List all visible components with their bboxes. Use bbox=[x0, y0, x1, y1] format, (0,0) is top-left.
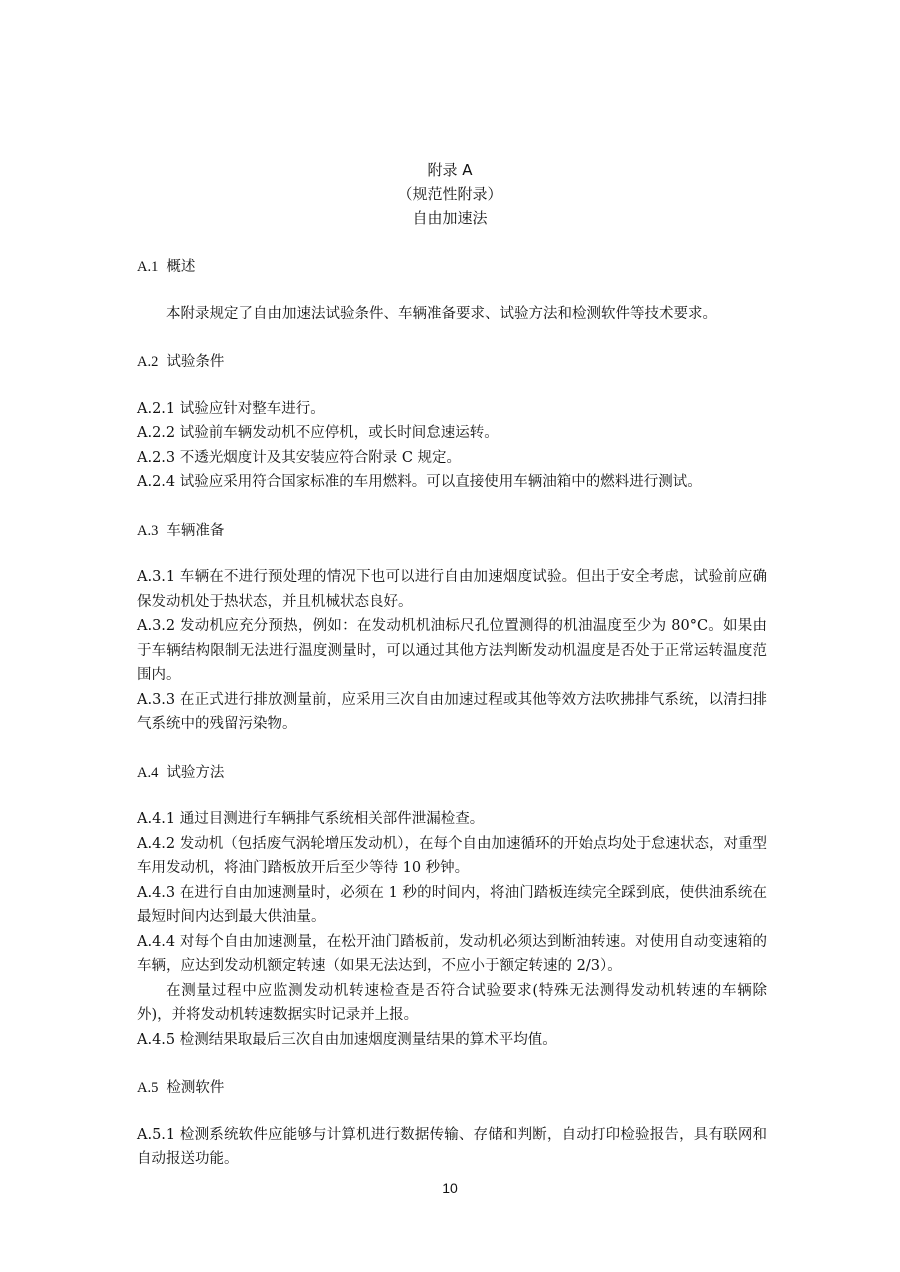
clause-a3-1: A.3.1 车辆在不进行预处理的情况下也可以进行自由加速烟度试验。但出于安全考虑，试验前应确保发动机处于热状态，并且机械状态良好。 bbox=[137, 569, 767, 610]
section-title: 概述 bbox=[166, 259, 196, 275]
clause-a3-3: A.3.3 在正式进行排放测量前，应采用三次自由加速过程或其他等效方法吹拂排气系统，以清扫排气系统中的残留污染物。 bbox=[137, 691, 767, 732]
section-heading-a1 bbox=[137, 255, 767, 280]
section-heading-a4 bbox=[137, 761, 767, 786]
section-title: 检测软件 bbox=[166, 1080, 225, 1096]
section-heading-a2 bbox=[137, 350, 767, 375]
section-heading-a3 bbox=[137, 519, 767, 544]
appendix-type: （规范性附录） bbox=[397, 185, 503, 203]
clause-a4-1: A.4.1 通过目测进行车辆排气系统相关部件泄漏检查。 bbox=[137, 811, 485, 827]
section-number: A.1 bbox=[137, 259, 159, 275]
clause-a3-2: A.3.2 发动机应充分预热，例如：在发动机机油标尺孔位置测得的机油温度至少为 80°C。如果由于车辆结构限制无法进行温度测量时，可以通过其他方法判断发动机温度是否处于正常运转温度范围内。 bbox=[137, 618, 767, 683]
section-number: A.4 bbox=[137, 764, 159, 781]
document-body bbox=[137, 255, 767, 1172]
clause-a4-2: A.4.2 发动机（包括废气涡轮增压发动机），在每个自由加速循环的开始点均处于怠速状态，对重型车用发动机，将油门踏板放开后至少等待 10 秒钟。 bbox=[137, 835, 767, 876]
clause-a4-3: A.4.3 在进行自由加速测量时，必须在 1 秒的时间内，将油门踏板连续完全踩到底，使供油系统在最短时间内达到最大供油量。 bbox=[137, 884, 767, 925]
section-title: 车辆准备 bbox=[166, 522, 225, 539]
paragraph-a1: 本附录规定了自由加速法试验条件、车辆准备要求、试验方法和检测软件等技术要求。 bbox=[166, 305, 717, 322]
clause-a4-note: 在测量过程中应监测发动机转速检查是否符合试验要求(特殊无法测得发动机转速的车辆除外)，并将发动机转速数据实时记录并上报。 bbox=[137, 982, 767, 1023]
appendix-title-block bbox=[0, 158, 900, 230]
section-number: A.3 bbox=[137, 522, 159, 539]
clause-a2-1: A.2.1 试验应针对整车进行。 bbox=[137, 400, 325, 417]
section-title: 试验方法 bbox=[166, 764, 225, 781]
page-number: 10 bbox=[442, 1180, 458, 1196]
clause-a2-2: A.2.2 试验前车辆发动机不应停机，或长时间怠速运转。 bbox=[137, 425, 499, 441]
section-title: 试验条件 bbox=[166, 354, 225, 370]
clause-a4-4: A.4.4 对每个自由加速测量，在松开油门踏板前，发动机必须达到断油转速。对使用自动变速箱的车辆，应达到发动机额定转速（如果无法达到，不应小于额定转速的 2/3）。 bbox=[137, 933, 767, 974]
section-number: A.5 bbox=[137, 1080, 159, 1096]
clause-a4-5: A.4.5 检测结果取最后三次自由加速烟度测量结果的算术平均值。 bbox=[137, 1031, 557, 1048]
clause-a2-3: A.2.3 不透光烟度计及其安装应符合附录 C 规定。 bbox=[137, 449, 462, 466]
section-number: A.2 bbox=[137, 354, 159, 370]
appendix-label: 附录 A bbox=[427, 161, 473, 179]
section-heading-a5 bbox=[137, 1076, 767, 1101]
appendix-title: 自由加速法 bbox=[412, 209, 488, 227]
clause-a5-1: A.5.1 检测系统软件应能够与计算机进行数据传输、存储和判断，自动打印检验报告，具有联网和自动报送功能。 bbox=[137, 1126, 767, 1167]
clause-a2-4: A.2.4 试验应采用符合国家标准的车用燃料。可以直接使用车辆油箱中的燃料进行测试。 bbox=[137, 474, 702, 490]
